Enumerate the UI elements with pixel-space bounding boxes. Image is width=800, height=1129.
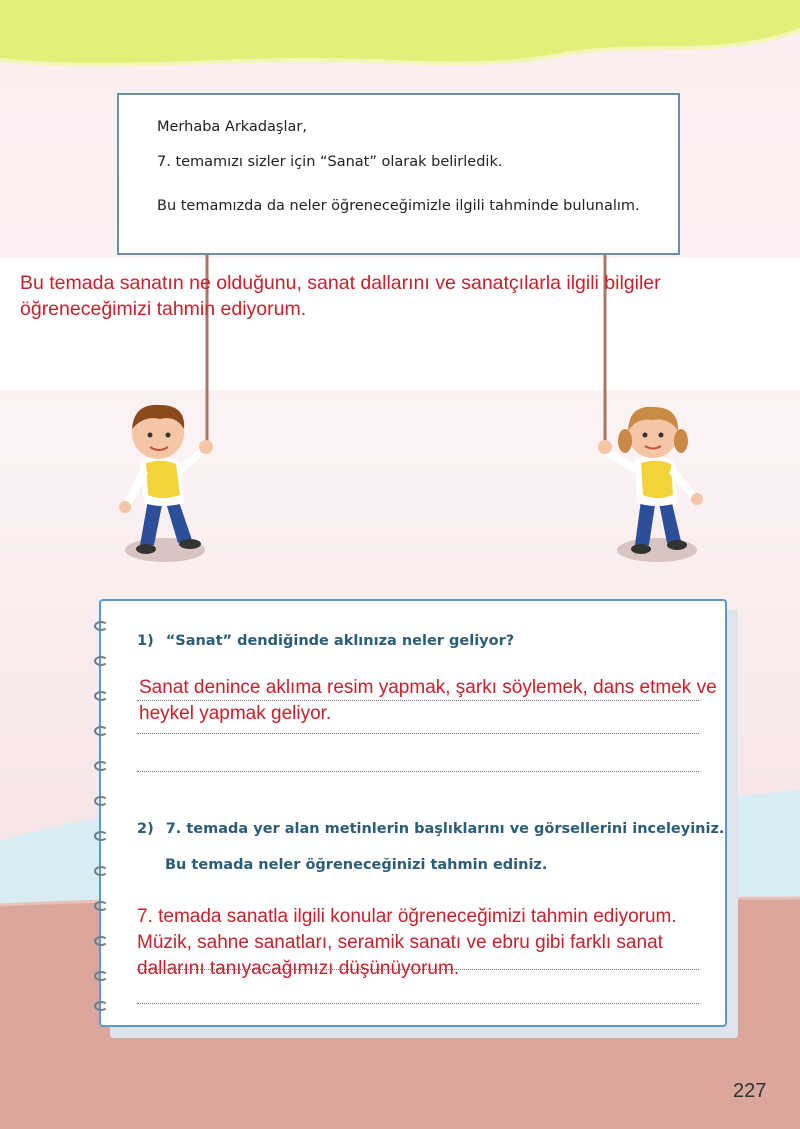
spiral-ring-icon [94, 621, 108, 631]
question-1-text: “Sanat” dendiğinde aklınıza neler geliyor? [165, 633, 515, 649]
spiral-ring-icon [94, 971, 108, 981]
boy-illustration-icon [110, 395, 220, 570]
greeting-text: Merhaba Arkadaşlar, [157, 119, 307, 135]
answer-1-text: Sanat denince aklıma resim yapmak, şarkı söylemek, dans etmek ve heykel yapmak geliyor. [139, 677, 717, 724]
question-2-number: 2) [137, 821, 154, 837]
top-answer-text: Bu temada sanatın ne olduğunu, sanat dallarını ve sanatçılarla ilgili bilgiler öğreneceğimizi tahmin ediyorum. [20, 272, 661, 320]
page-number: 227 [733, 1080, 767, 1102]
answer-line [137, 771, 699, 772]
spiral-ring-icon [94, 726, 108, 736]
spiral-ring-icon [94, 691, 108, 701]
spiral-ring-icon [94, 656, 108, 666]
question-1 [137, 633, 514, 649]
answer-line [137, 733, 699, 734]
spiral-ring-icon [94, 831, 108, 841]
spiral-ring-icon [94, 796, 108, 806]
prediction-prompt-text: Bu temamızda da neler öğreneceğimizle ilgili tahminde bulunalım. [157, 197, 640, 214]
spiral-ring-icon [94, 936, 108, 946]
notebook-panel [99, 599, 727, 1027]
spiral-ring-icon [94, 901, 108, 911]
girl-illustration-icon [595, 395, 715, 570]
spiral-ring-icon [94, 761, 108, 771]
answer-2-text: 7. temada sanatla ilgili konular öğreneceğimizi tahmin ediyorum. Müzik, sahne sanatları, seramik sanatı ve ebru gibi farklı sanat dallarını tanıyacağımızı düşünüyorum. [137, 906, 677, 979]
speech-box [117, 93, 680, 255]
question-2-text: 7. temada yer alan metinlerin başlıklarını ve görsellerini inceleyiniz. [165, 821, 725, 837]
question-2 [137, 821, 724, 837]
question-2-subtext: Bu temada neler öğreneceğinizi tahmin ediniz. [165, 857, 548, 873]
spiral-ring-icon [94, 866, 108, 876]
question-1-number: 1) [137, 633, 154, 649]
answer-line [137, 1003, 699, 1004]
spiral-ring-icon [94, 1001, 108, 1011]
theme-intro-text: 7. temamızı sizler için “Sanat” olarak belirledik. [157, 154, 503, 171]
